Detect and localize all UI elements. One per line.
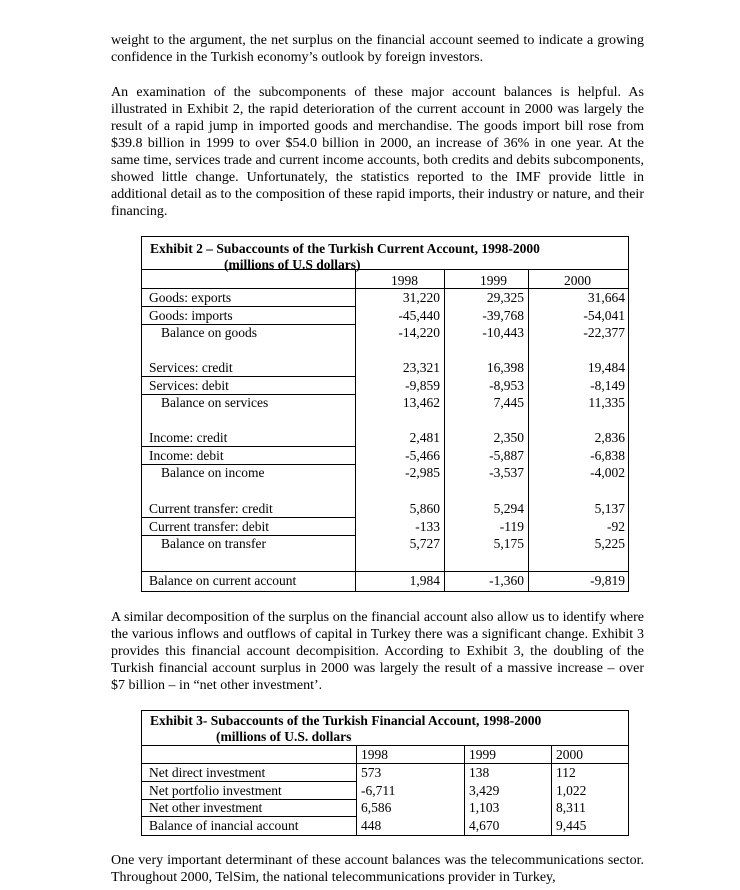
exhibit-2-value: 31,220 — [402, 290, 440, 305]
exhibit-2-row-label: Services: debit — [149, 377, 229, 393]
exhibit-3-value: 1,022 — [556, 782, 587, 798]
exhibit-3-subtitle: (millions of U.S. dollars — [216, 729, 352, 744]
exhibit-2-total-value: -1,360 — [489, 573, 524, 588]
exhibit-2-row-label: Income: credit — [149, 430, 228, 445]
exhibit-2-value: -9,859 — [405, 377, 440, 393]
exhibit-2-value: -5,887 — [489, 447, 524, 463]
exhibit-2-value: 2,836 — [594, 430, 625, 445]
exhibit-3-value: 138 — [469, 765, 490, 780]
exhibit-2-header-rule — [142, 269, 629, 270]
exhibit-2-value: -4,002 — [590, 465, 625, 480]
exhibit-2-value: -2,985 — [405, 465, 440, 480]
exhibit-2-value: 11,335 — [588, 395, 625, 410]
exhibit-2-row-label: Services: credit — [149, 360, 233, 375]
exhibit-2-subtitle: (millions of U.S dollars) — [224, 257, 361, 272]
exhibit-2-year-header: 2000 — [564, 273, 591, 288]
exhibit-3-row-label: Net other investment — [149, 800, 263, 815]
exhibit-2-row-label: Goods: exports — [149, 290, 232, 305]
exhibit-2-value: -133 — [415, 518, 440, 534]
exhibit-2-value: 13,462 — [402, 395, 440, 410]
exhibit-2-value: -39,768 — [482, 307, 524, 323]
exhibit-2-value: -6,838 — [590, 447, 625, 463]
exhibit-2-value: 2,350 — [493, 430, 524, 445]
exhibit-2-row-label: Current transfer: credit — [149, 501, 273, 516]
exhibit-2-value: 5,727 — [409, 536, 440, 551]
exhibit-2-row-label: Goods: imports — [149, 307, 233, 323]
exhibit-2-row-label: Income: debit — [149, 447, 224, 463]
exhibit-2-value: -22,377 — [583, 325, 625, 340]
paragraph-subcomponents: An examination of the subcomponents of these major account balances is helpful. As illustrated in Exhibit 2, the rapid deterioration of the current account in 2000 was largely the result of a rapid jump in imported goods and merchandise. The goods import bill rose from $39.8 billion in 1999 to over $54.0 billion in 2000, an increase of 36% in one year. At the same time, services trade and current income accounts, both credits and debits subcomponents, showed little change. Unfortunately, the statistics reported to the IMF provide little in additional detail as to the composition of these rapid imports, their industry or nature, and their financing. — [111, 85, 644, 219]
exhibit-3-value: 8,311 — [556, 800, 586, 815]
exhibit-3-value: 112 — [556, 765, 576, 780]
exhibit-3-value: 1,103 — [469, 800, 500, 815]
exhibit-3-year-header: 1998 — [361, 747, 388, 762]
exhibit-2-title: Exhibit 2 – Subaccounts of the Turkish Current Account, 1998-2000 — [150, 241, 540, 256]
exhibit-3-row-label: Net portfolio investment — [149, 782, 282, 798]
exhibit-2-total-value: 1,984 — [409, 573, 440, 588]
exhibit-2-value: 5,860 — [409, 501, 440, 516]
exhibit-3-value: 3,429 — [469, 782, 500, 798]
exhibit-2-row-label: Balance on services — [161, 395, 269, 410]
exhibit-2-value: 16,398 — [486, 360, 524, 375]
exhibit-3-value: 9,445 — [556, 817, 587, 833]
exhibit-2-value: 29,325 — [486, 290, 524, 305]
exhibit-2-row-label: Current transfer: debit — [149, 518, 269, 534]
exhibit-2-year-header: 1998 — [391, 273, 418, 288]
exhibit-2-table — [141, 236, 629, 592]
exhibit-2-value: 31,664 — [587, 290, 625, 305]
exhibit-2-value: -14,220 — [398, 325, 440, 340]
exhibit-2-value: -54,041 — [583, 307, 625, 323]
exhibit-3-value: -6,711 — [361, 782, 396, 798]
exhibit-2-value: 5,137 — [594, 501, 625, 516]
exhibit-2-value: 5,294 — [493, 501, 524, 516]
exhibit-3-year-header: 2000 — [556, 747, 583, 762]
exhibit-2-total-value: -9,819 — [590, 573, 625, 588]
paragraph-intro: weight to the argument, the net surplus on the financial account seemed to indicate a growing confidence in the Turkish economy’s outlook by foreign investors. — [111, 33, 644, 65]
exhibit-3-column-rule — [464, 745, 465, 835]
exhibit-2-row-label: Balance on transfer — [161, 536, 266, 551]
exhibit-2-value: 7,445 — [493, 395, 524, 410]
exhibit-2-value: 23,321 — [402, 360, 440, 375]
exhibit-2-value: -45,440 — [398, 307, 440, 323]
exhibit-2-value: -8,953 — [489, 377, 524, 393]
exhibit-3-table — [141, 710, 629, 836]
exhibit-2-value: -5,466 — [405, 447, 440, 463]
exhibit-2-total-label: Balance on current account — [149, 573, 297, 588]
exhibit-2-value: 2,481 — [409, 430, 440, 445]
exhibit-3-column-rule — [356, 745, 357, 835]
exhibit-2-value: 5,175 — [493, 536, 524, 551]
paragraph-telecom: One very important determinant of these account balances was the telecommunications sector. Throughout 2000, TelSim, the national telecommunications provider in Turkey, — [111, 853, 644, 885]
exhibit-3-row-label: Net direct investment — [149, 765, 266, 780]
exhibit-3-value: 4,670 — [469, 817, 500, 833]
exhibit-2-value: -92 — [607, 518, 625, 534]
exhibit-2-row-label: Balance on income — [161, 465, 265, 480]
exhibit-3-column-rule — [551, 745, 552, 835]
exhibit-3-title: Exhibit 3- Subaccounts of the Turkish Financial Account, 1998-2000 — [150, 713, 542, 728]
exhibit-2-value: 5,225 — [594, 536, 625, 551]
paragraph-financial-decomposition: A similar decomposition of the surplus on the financial account also allow us to identify where the various inflows and outflows of capital in Turkey there was a significant change. Exhibit 3 provides this financial account decompisition. According to Exhibit 3, the doubling of the Turkish financial account surplus in 2000 was largely the result of a massive increase – over $7 billion – in “net other investment’. — [111, 610, 644, 693]
exhibit-3-year-header: 1999 — [469, 747, 496, 762]
exhibit-2-value: -3,537 — [489, 465, 524, 480]
exhibit-2-value: -10,443 — [482, 325, 524, 340]
exhibit-2-year-header: 1999 — [480, 273, 507, 288]
exhibit-2-value: -8,149 — [590, 377, 625, 393]
exhibit-2-value: 19,484 — [587, 360, 625, 375]
exhibit-3-value: 573 — [361, 765, 382, 780]
exhibit-2-value: -119 — [499, 518, 524, 534]
exhibit-3-row-label: Balance of inancial account — [149, 817, 299, 833]
exhibit-2-row-label: Balance on goods — [161, 325, 257, 340]
exhibit-3-value: 6,586 — [361, 800, 392, 815]
exhibit-3-value: 448 — [361, 817, 382, 833]
